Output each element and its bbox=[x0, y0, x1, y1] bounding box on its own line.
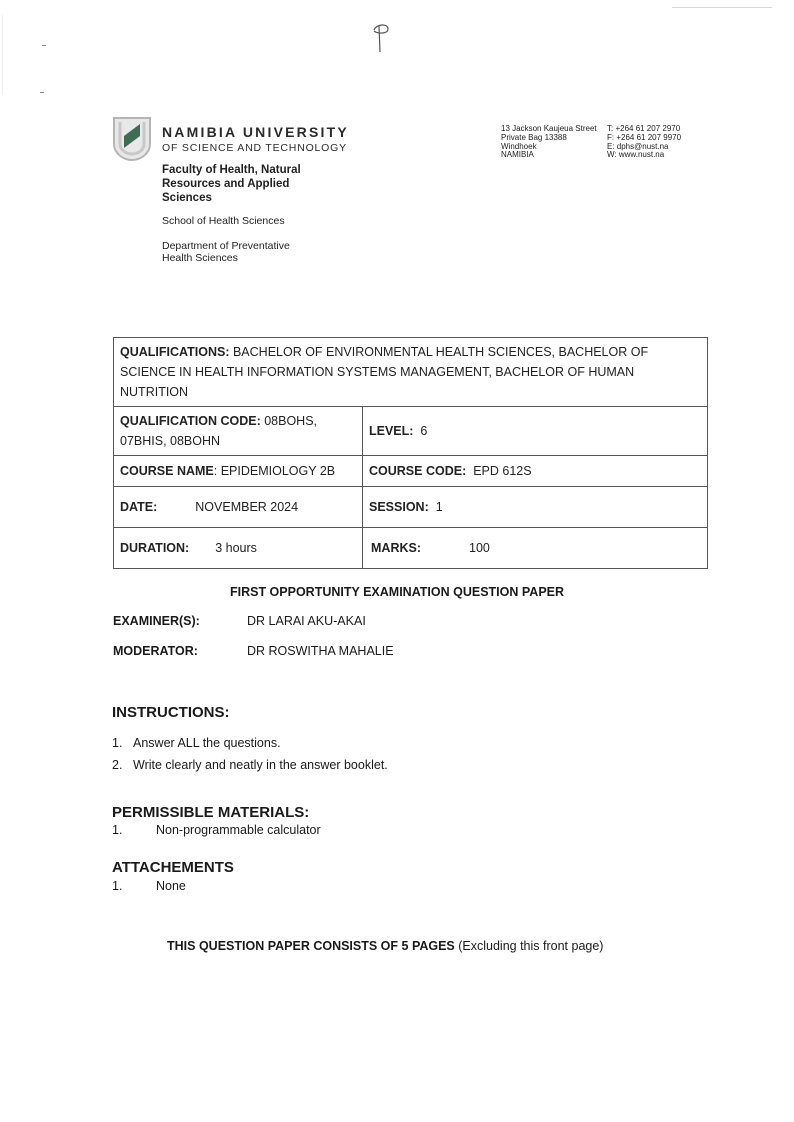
instruction-item bbox=[112, 758, 388, 772]
university-subtitle: OF SCIENCE AND TECHNOLOGY bbox=[162, 142, 347, 154]
examiner-row bbox=[113, 614, 366, 628]
address-line: Private Bag 13388 bbox=[501, 132, 567, 142]
instruction-item bbox=[112, 736, 281, 750]
attachments-heading: ATTACHEMENTS bbox=[112, 859, 234, 876]
course-code-label: COURSE CODE: bbox=[369, 464, 467, 478]
address-line: 13 Jackson Kaujeua Street bbox=[501, 124, 597, 133]
school-name: School of Health Sciences bbox=[162, 215, 285, 227]
course-code-cell bbox=[363, 456, 708, 487]
moderator-row bbox=[113, 644, 394, 658]
level-label: LEVEL: bbox=[369, 424, 414, 438]
moderator-label: MODERATOR: bbox=[113, 644, 198, 658]
level-value: 6 bbox=[420, 424, 428, 438]
examiner-label: EXAMINER(S): bbox=[113, 614, 200, 628]
department-name: Department of Preventative Health Sciences bbox=[162, 240, 290, 264]
university-name: NAMIBIA UNIVERSITY bbox=[162, 124, 349, 140]
faculty-name: Faculty of Health, Natural Resources and Applied Sciences bbox=[162, 164, 301, 204]
date-value: NOVEMBER 2024 bbox=[195, 500, 299, 514]
level-cell bbox=[363, 407, 708, 456]
qualification-code-cell bbox=[114, 407, 363, 456]
qualifications-label: QUALIFICATIONS: bbox=[120, 345, 230, 359]
scan-speck bbox=[40, 92, 44, 93]
qualifications-value: BACHELOR OF ENVIRONMENTAL HEALTH SCIENCES, BACHELOR OF SCIENCE IN HEALTH INFORMATION SYSTEMS MANAGEMENT, BACHELOR OF HUMAN NUTRITION bbox=[120, 345, 649, 399]
item-number: 2. bbox=[112, 758, 123, 772]
date-label: DATE: bbox=[120, 500, 158, 514]
contact-email: E: dphs@nust.na bbox=[607, 141, 669, 151]
item-text: Answer ALL the questions. bbox=[133, 736, 281, 750]
item-number: 1. bbox=[112, 879, 123, 893]
address-line: Windhoek bbox=[501, 141, 537, 151]
scan-artifact-line bbox=[672, 7, 772, 8]
session-cell bbox=[363, 487, 708, 528]
qualification-code-value: 08BOHS, 07BHIS, 08BOHN bbox=[120, 414, 318, 448]
contact-phone: T: +264 61 207 2970 bbox=[607, 124, 681, 133]
duration-cell bbox=[114, 528, 363, 569]
item-text: Write clearly and neatly in the answer booklet. bbox=[133, 758, 388, 772]
contact-website: W: www.nust.na bbox=[607, 150, 665, 160]
contact-fax: F: +264 61 207 9970 bbox=[607, 132, 682, 142]
date-cell bbox=[114, 487, 363, 528]
item-text: Non-programmable calculator bbox=[156, 823, 321, 837]
exam-info-table bbox=[113, 337, 708, 569]
examiner-value: DR LARAI AKU-AKAI bbox=[247, 614, 366, 628]
page-count-bold: THIS QUESTION PAPER CONSISTS OF 5 PAGES bbox=[167, 939, 455, 953]
duration-value: 3 hours bbox=[215, 541, 257, 555]
session-value: 1 bbox=[435, 500, 443, 514]
marks-cell bbox=[363, 528, 708, 569]
item-number: 1. bbox=[112, 823, 123, 837]
course-name-cell bbox=[114, 456, 363, 487]
address-line: NAMIBIA bbox=[501, 150, 534, 160]
course-name-label: COURSE NAME bbox=[120, 464, 214, 478]
marks-label: MARKS: bbox=[371, 541, 421, 555]
course-name-value: : EPIDEMIOLOGY 2B bbox=[213, 464, 336, 478]
moderator-value: DR ROSWITHA MAHALIE bbox=[247, 644, 394, 658]
university-logo-icon bbox=[110, 114, 154, 162]
marks-value: 100 bbox=[469, 541, 490, 555]
exam-title: FIRST OPPORTUNITY EXAMINATION QUESTION PAPER bbox=[229, 585, 565, 599]
duration-label: DURATION: bbox=[120, 541, 190, 555]
permissible-materials-heading: PERMISSIBLE MATERIALS: bbox=[112, 804, 310, 821]
page-count-normal: (Excluding this front page) bbox=[454, 939, 604, 953]
scan-speck bbox=[42, 45, 46, 46]
instructions-heading: INSTRUCTIONS: bbox=[112, 704, 230, 721]
item-text: None bbox=[156, 879, 186, 893]
handwritten-initial-icon bbox=[366, 20, 396, 54]
attachment-item bbox=[112, 879, 186, 893]
contact-block bbox=[607, 125, 681, 160]
address-block bbox=[501, 125, 597, 160]
item-number: 1. bbox=[112, 736, 123, 750]
qualifications-cell bbox=[114, 338, 708, 407]
qualification-code-label: QUALIFICATION CODE: bbox=[120, 414, 261, 428]
scan-artifact-edge bbox=[2, 15, 3, 95]
course-code-value: EPD 612S bbox=[473, 464, 532, 478]
permissible-item bbox=[112, 823, 321, 837]
page-count-note bbox=[167, 939, 603, 953]
session-label: SESSION: bbox=[369, 500, 429, 514]
